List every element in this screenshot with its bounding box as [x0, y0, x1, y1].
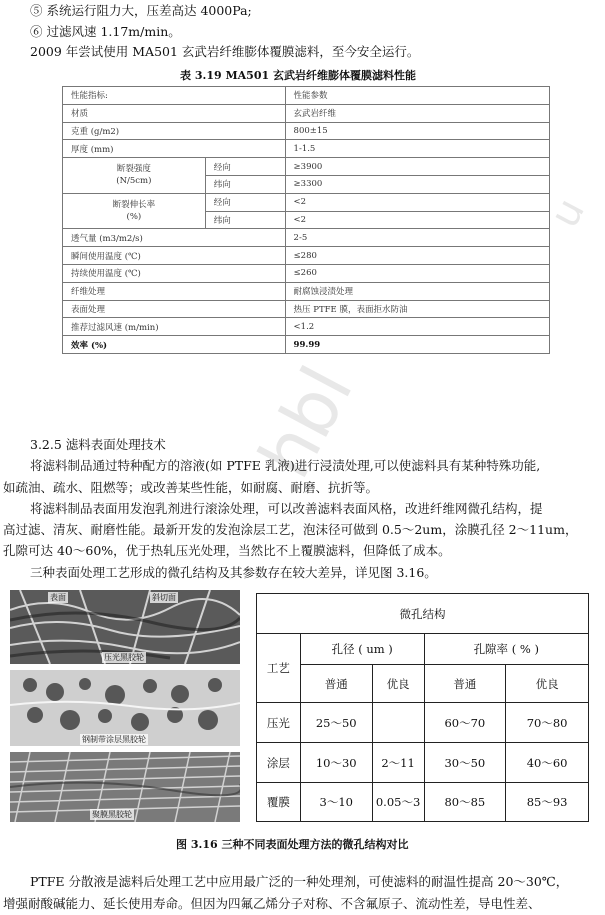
figure-caption: 图 3.16 三种不同表面处理方法的微孔结构对比: [176, 838, 409, 851]
micro-ps-excellent: 优良: [372, 665, 424, 703]
watermark-2: u: [541, 191, 594, 235]
label-p3: 聚膜黑胶轮: [92, 810, 132, 819]
row-elongation-warp-value: <2: [285, 193, 549, 211]
micro-porosity-header: 孔隙率 ( % ): [424, 634, 588, 665]
micro-row-ps-normal: 25～50: [300, 703, 372, 743]
row-fiber-treatment-label: 纤维处理: [63, 282, 286, 300]
para2-line-3: 孔隙可达 40～60%，优于热轧压光处理，当然比不上覆膜滤料，但降低了成本。: [3, 543, 451, 558]
row-elongation-warp-label: 经向: [205, 193, 285, 211]
row-weight-label: 克重 (g/m2): [63, 122, 286, 140]
row-filter-speed-value: <1.2: [285, 318, 549, 336]
micro-row-ps-normal: 10～30: [300, 743, 372, 783]
micro-process-header: 工艺: [257, 634, 301, 703]
row-weight-value: 800±15: [285, 122, 549, 140]
header-parameter: 性能参数: [285, 87, 549, 105]
micro-pore-size-header: 孔径 ( um ): [300, 634, 424, 665]
row-fiber-treatment-value: 耐腐蚀浸渍处理: [285, 282, 549, 300]
micro-row-po-normal: 80～85: [424, 783, 506, 822]
row-surface-treatment-label: 表面处理: [63, 300, 286, 318]
intro-line-2: ⑥ 过滤风速 1.17m/min。: [30, 24, 181, 39]
bottom-line-1: PTFE 分散液是滤料后处理工艺中应用最广泛的一种处理剂，可使滤料的耐温性提高 20～30℃，: [30, 874, 569, 889]
table1-caption: 表 3.19 MA501 玄武岩纤维膨体覆膜滤料性能: [180, 69, 416, 82]
micro-row-po-excellent: 40～60: [506, 743, 589, 783]
watermark: hbl: [242, 353, 369, 491]
label-p2: 钢制带涂层黑胶轮: [82, 735, 146, 744]
properties-table: [62, 86, 550, 354]
row-filter-speed-label: 推荐过滤风速 (m/min): [63, 318, 286, 336]
micro-row-po-excellent: 70～80: [506, 703, 589, 743]
row-elongation-weft-label: 纬向: [205, 211, 285, 229]
micro-po-normal: 普通: [424, 665, 506, 703]
para3-line-1: 三种表面处理工艺形成的微孔结构及其参数存在较大差异，详见图 3.16。: [30, 565, 437, 580]
micro-row-name: 覆膜: [257, 783, 301, 822]
label-surface: 表面: [50, 593, 66, 602]
row-material-value: 玄武岩纤维: [285, 104, 549, 122]
row-efficiency-value: 99.99: [285, 336, 549, 354]
para2-line-2: 高过滤、清灰、耐磨性能。最新开发的发泡涂层工艺，泡沫径可做到 0.5～2um，涂膜孔径 2～11um，: [3, 522, 578, 537]
micro-row-ps-excellent: 0.05～3: [372, 783, 424, 822]
row-permeability-value: 2-5: [285, 229, 549, 247]
micro-row-ps-excellent: [372, 703, 424, 743]
row-instant-temp-label: 瞬间使用温度 (℃): [63, 247, 286, 265]
section-heading: 3.2.5 滤料表面处理技术: [30, 437, 166, 452]
bottom-line-2: 增强耐酸碱能力、延长使用寿命。但因为四氟乙烯分子对称、不含氟原子、流动性差，导电性差、: [3, 896, 541, 911]
intro-line-3: 2009 年尝试使用 MA501 玄武岩纤维膨体覆膜滤料，至今安全运行。: [30, 44, 420, 59]
para1-line-2: 如疏油、疏水、阻燃等；或改善某些性能，如耐腐、耐磨、抗折等。: [3, 480, 379, 495]
row-surface-treatment-value: 热压 PTFE 膜，表面拒水防油: [285, 300, 549, 318]
row-strength-label: 断裂强度 (N/5cm): [63, 158, 206, 194]
micrograph-calendered: [10, 590, 240, 664]
micrograph-panels: [10, 590, 240, 822]
micro-row-ps-excellent: 2～11: [372, 743, 424, 783]
micro-ps-normal: 普通: [300, 665, 372, 703]
header-indicator: 性能指标:: [63, 87, 286, 105]
row-continuous-temp-value: ≤260: [285, 264, 549, 282]
label-p1: 压光黑胶轮: [104, 653, 144, 662]
row-thickness-value: 1-1.5: [285, 140, 549, 158]
micrograph-membrane: [10, 752, 240, 822]
intro-line-1: ⑤ 系统运行阻力大，压差高达 4000Pa;: [30, 3, 252, 18]
row-continuous-temp-label: 持续使用温度 (℃): [63, 264, 286, 282]
micrograph-coated: [10, 670, 240, 746]
row-efficiency-label: 效率 (%): [63, 336, 286, 354]
row-thickness-label: 厚度 (mm): [63, 140, 286, 158]
micro-title: 微孔结构: [257, 594, 589, 634]
micro-row-po-normal: 30～50: [424, 743, 506, 783]
para2-line-1: 将滤料制品表面用发泡乳剂进行滚涂处理，可以改善滤料表面风格，改进纤维网微孔结构，提: [30, 501, 543, 516]
row-instant-temp-value: ≤280: [285, 247, 549, 265]
micro-po-excellent: 优良: [506, 665, 589, 703]
row-elongation-weft-value: <2: [285, 211, 549, 229]
row-permeability-label: 透气量 (m3/m2/s): [63, 229, 286, 247]
label-oblique: 斜切面: [152, 593, 176, 602]
micro-row-name: 压光: [257, 703, 301, 743]
row-elongation-label: 断裂伸长率 (%): [63, 193, 206, 229]
micro-row-name: 涂层: [257, 743, 301, 783]
row-strength-weft-label: 纬向: [205, 175, 285, 193]
row-strength-warp-label: 经向: [205, 158, 285, 176]
row-material-label: 材质: [63, 104, 286, 122]
micropore-table: [256, 593, 589, 822]
row-strength-warp-value: ≥3900: [285, 158, 549, 176]
row-strength-weft-value: ≥3300: [285, 175, 549, 193]
micro-row-po-normal: 60～70: [424, 703, 506, 743]
micro-row-ps-normal: 3～10: [300, 783, 372, 822]
para1-line-1: 将滤料制品通过特种配方的溶液(如 PTFE 乳液)进行浸渍处理,可以使滤料具有某种特殊功能,: [30, 458, 541, 473]
micro-row-po-excellent: 85～93: [506, 783, 589, 822]
